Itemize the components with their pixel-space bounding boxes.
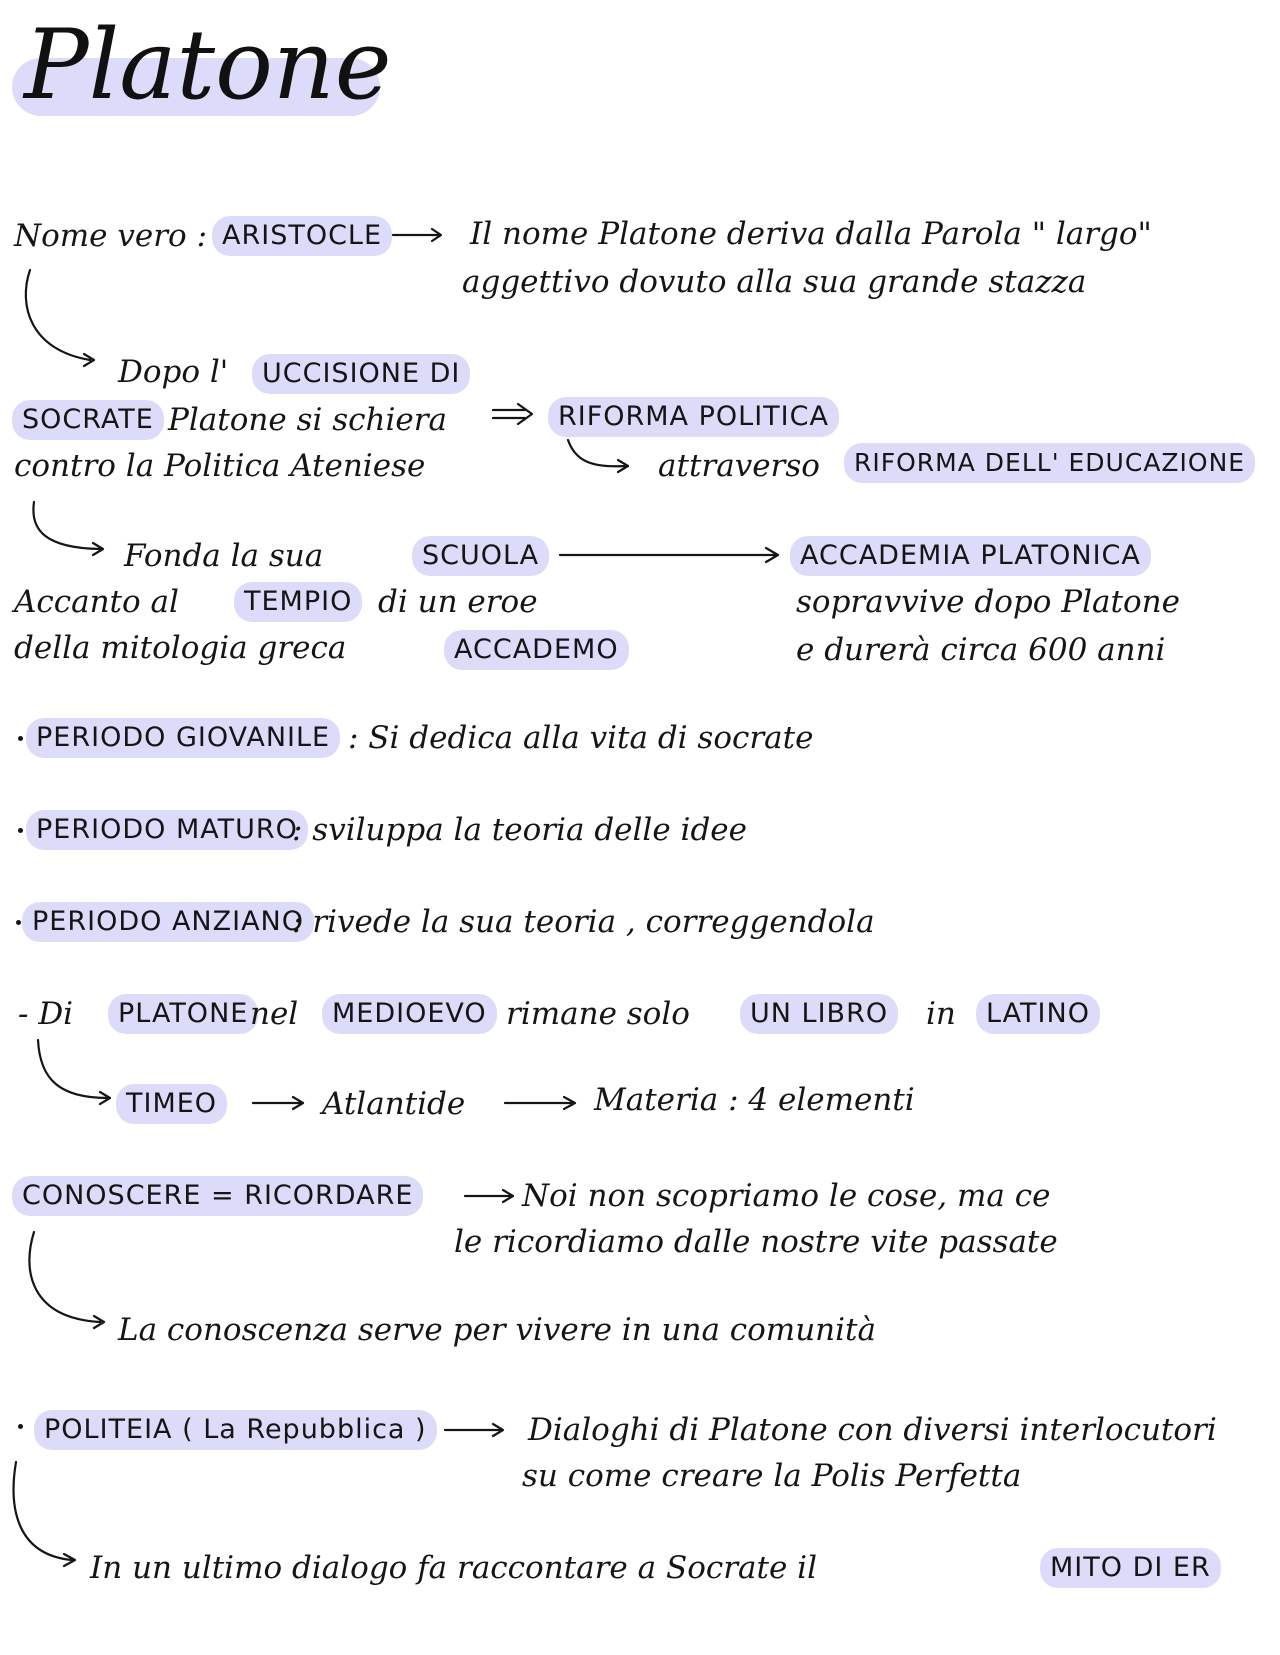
- riforma-educazione-tag: RIFORMA DELL' EDUCAZIONE: [844, 443, 1255, 483]
- materia-text: Materia : 4 elementi: [594, 1082, 915, 1118]
- accademo-tag: ACCADEMO: [444, 630, 629, 670]
- contro-text: contro la Politica Ateniese: [14, 448, 426, 484]
- arrow-riforma-politica: [493, 404, 532, 424]
- libro-tag: UN LIBRO: [740, 994, 898, 1034]
- in-text: in: [926, 996, 956, 1032]
- medioevo-tag: MEDIOEVO: [322, 994, 497, 1034]
- latino-tag: LATINO: [976, 994, 1100, 1034]
- conoscere-desc-line2: le ricordiamo dalle nostre vite passate: [454, 1224, 1058, 1260]
- schiera-text: Platone si schiera: [168, 402, 448, 438]
- arrow-politeia: [445, 1424, 503, 1436]
- periodo-anziano-desc: : rivede la sua teoria , correggendola: [292, 904, 875, 940]
- bullet-dot: [16, 920, 21, 925]
- hook-mito: [14, 1462, 75, 1566]
- sopravvive-text: sopravvive dopo Platone: [796, 584, 1180, 620]
- periodo-maturo-desc: : sviluppa la teoria delle idee: [292, 812, 747, 848]
- hook-attraverso: [568, 440, 628, 472]
- aristocle-desc-line2: aggettivo dovuto alla sua grande stazza: [462, 264, 1087, 300]
- arrow-atlantide: [253, 1097, 303, 1109]
- mitologia-text: della mitologia greca: [14, 630, 347, 666]
- conoscere-tag: CONOSCERE = RICORDARE: [12, 1176, 423, 1216]
- scuola-tag: SCUOLA: [412, 536, 549, 576]
- hook-dopo: [26, 270, 94, 366]
- dopo-text: Dopo l': [118, 354, 229, 390]
- bullet-dot: [18, 1424, 23, 1429]
- comunita-text: La conoscenza serve per vivere in una comunità: [118, 1312, 876, 1348]
- rimane-text: rimane solo: [506, 996, 690, 1032]
- periodo-giovanile-desc: : Si dedica alla vita di socrate: [348, 720, 814, 756]
- title-block: [12, 10, 392, 120]
- arrow-materia: [505, 1097, 575, 1109]
- page-title: Platone: [24, 9, 392, 121]
- arrow-conoscere: [465, 1190, 513, 1202]
- politeia-desc-line2: su come creare la Polis Perfetta: [522, 1458, 1022, 1494]
- hook-conoscenza: [29, 1232, 104, 1328]
- attraverso-text: attraverso: [658, 448, 820, 484]
- mito-tag: MITO DI ER: [1040, 1548, 1221, 1588]
- dura-text: e durerà circa 600 anni: [796, 632, 1166, 668]
- politeia-tag: POLITEIA ( La Repubblica ): [34, 1410, 437, 1450]
- politeia-desc-line1: Dialoghi di Platone con diversi interlocutori: [528, 1412, 1217, 1448]
- accanto-text: Accanto al: [14, 584, 179, 620]
- periodo-maturo-tag: PERIODO MATURO: [26, 810, 308, 850]
- nel-text: nel: [250, 996, 299, 1032]
- aristocle-desc-line1: Il nome Platone deriva dalla Parola " largo": [470, 216, 1152, 252]
- periodo-giovanile-tag: PERIODO GIOVANILE: [26, 718, 340, 758]
- timeo-tag: TIMEO: [116, 1084, 227, 1124]
- eroe-text: di un eroe: [378, 584, 538, 620]
- platone-tag: PLATONE: [108, 994, 258, 1034]
- aristocle-tag: ARISTOCLE: [212, 216, 392, 256]
- arrow-aristocle: [393, 229, 441, 241]
- hook-timeo: [38, 1040, 110, 1104]
- conoscere-desc-line1: Noi non scopriamo le cose, ma ce: [522, 1178, 1051, 1214]
- fonda-text: Fonda la sua: [124, 538, 324, 574]
- tempio-tag: TEMPIO: [234, 582, 362, 622]
- nome-vero-label: Nome vero :: [14, 218, 208, 254]
- di-text: - Di: [18, 996, 74, 1032]
- mito-text: In un ultimo dialogo fa raccontare a Socrate il: [90, 1550, 818, 1586]
- hook-fonda: [33, 502, 103, 555]
- riforma-politica-tag: RIFORMA POLITICA: [548, 397, 839, 437]
- periodo-anziano-tag: PERIODO ANZIANO: [22, 902, 314, 942]
- bullet-dot: [18, 736, 23, 741]
- arrow-accademia: [560, 548, 778, 562]
- accademia-tag: ACCADEMIA PLATONICA: [790, 536, 1151, 576]
- atlantide-text: Atlantide: [322, 1086, 466, 1122]
- uccisione-tag: UCCISIONE DI: [252, 354, 470, 394]
- bullet-dot: [18, 828, 23, 833]
- socrate-tag: SOCRATE: [12, 400, 164, 440]
